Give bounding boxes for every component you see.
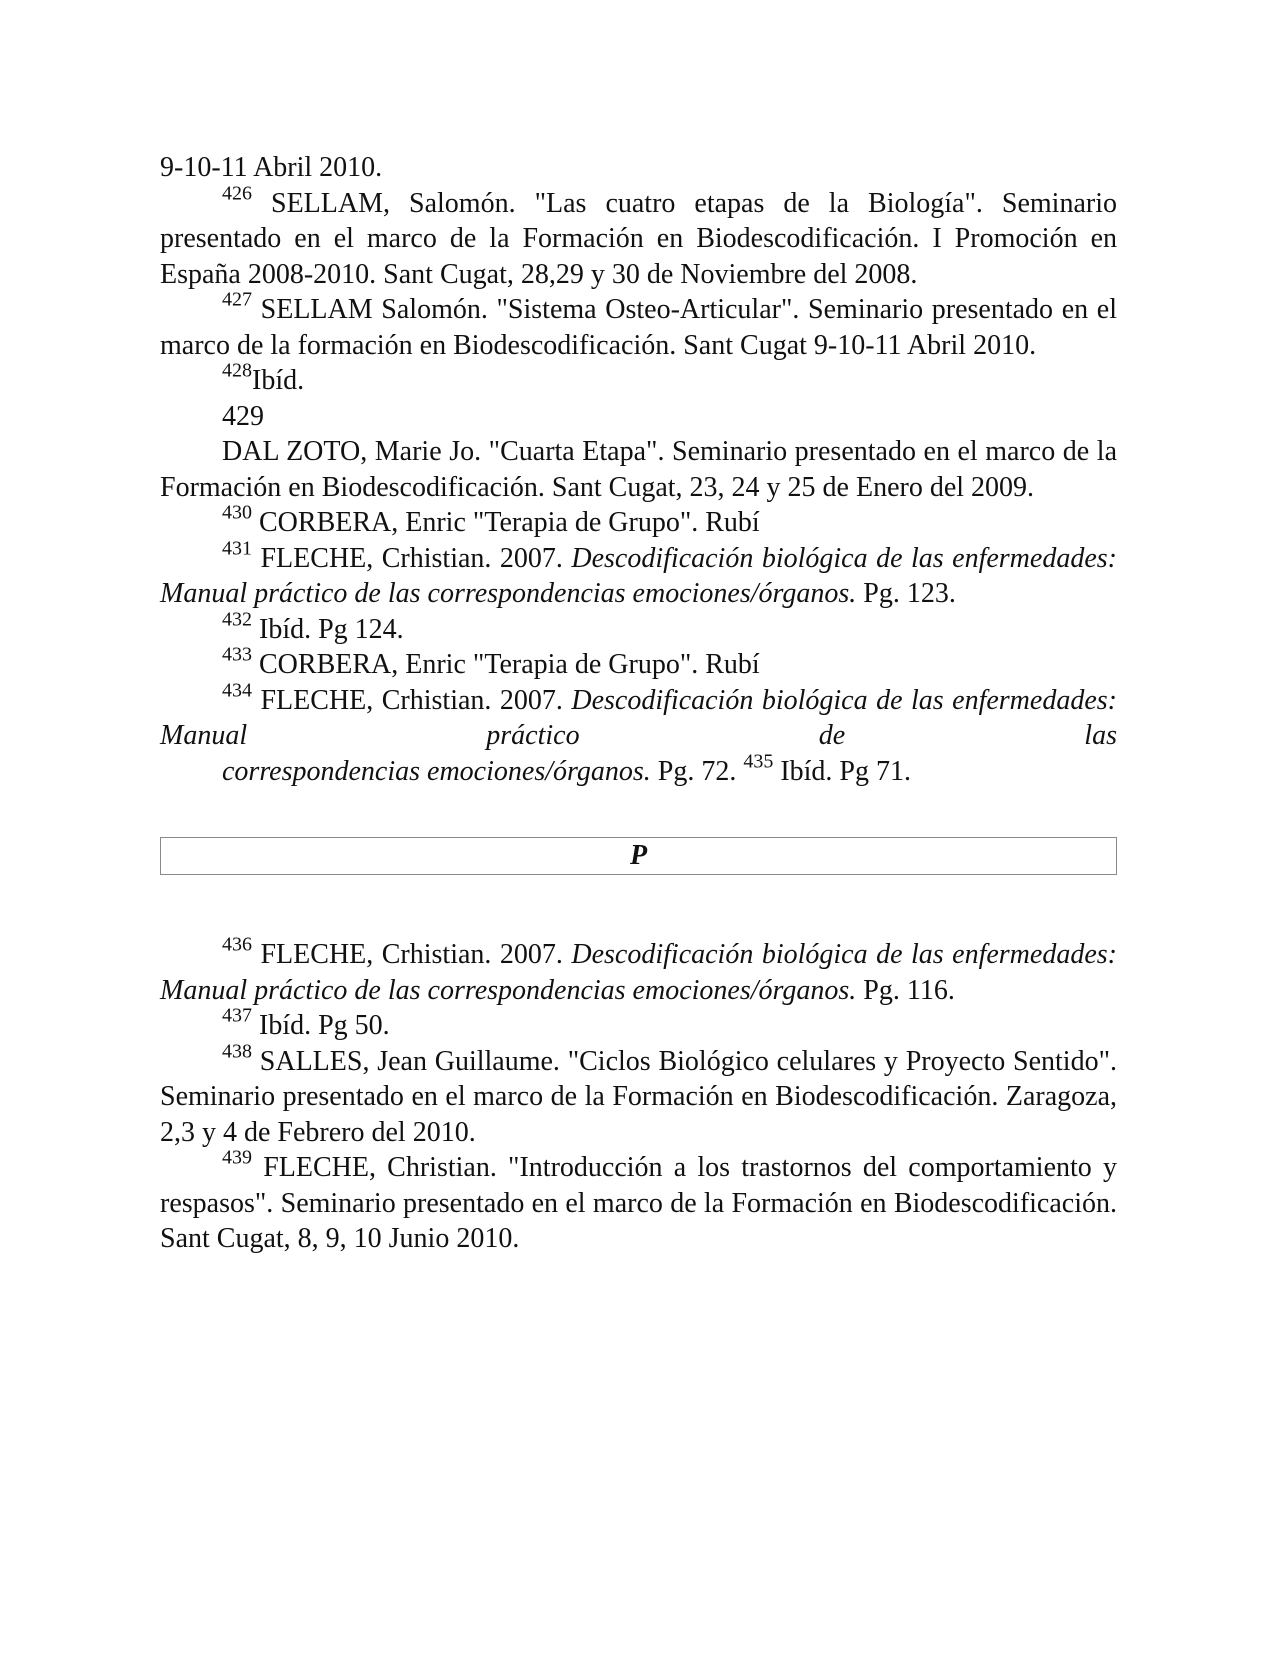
footnote-429: DAL ZOTO, Marie Jo. "Cuarta Etapa". Seminario presentado en el marco de la Formación en Biodescodificación. Sant Cugat, 23, 24 y 25 de Enero del 2009. — [160, 436, 1117, 503]
footnote-434-line2: correspondencias emociones/órganos. Pg. 72. $^{435}$ Ibíd. Pg 71. — [222, 750, 912, 787]
footnote-number: 436 — [222, 933, 252, 956]
footnote-number: 430 — [222, 501, 252, 524]
footnote-434-line1: $^{434}$ FLECHE, Crhistian. 2007. Descodificación biológica de las enfermedades: Manual práctico de las — [160, 679, 1117, 751]
table-header-cell: P — [160, 837, 1117, 875]
footnote-437: $^{437}$ Ibíd. Pg 50. — [222, 1004, 390, 1041]
footnote-430: $^{430}$ CORBERA, Enric "Terapia de Grupo". Rubí — [222, 501, 760, 538]
footnote-number: 439 — [222, 1146, 252, 1169]
footnote-436: $^{436}$ FLECHE, Crhistian. 2007. Descodificación biológica de las enfermedades: Manual práctico de las correspondencias emociones/órganos. Pg. 116. — [160, 933, 1117, 1006]
footnote-number: 437 — [222, 1004, 252, 1027]
footnote-number: 428 — [222, 359, 252, 382]
book-title: Descodificación biológica de las enfermedades: Manual práctico de las — [160, 684, 1117, 751]
footnote-433: $^{433}$ CORBERA, Enric "Terapia de Grupo". Rubí — [222, 643, 760, 680]
footnote-continuation: 9-10-11 Abril 2010. — [160, 152, 383, 183]
footnote-427: $^{427}$ SELLAM Salomón. "Sistema Osteo-Articular". Seminario presentado en el marco de la formación en Biodescodificación. Sant Cugat 9-10-11 Abril 2010. — [160, 288, 1117, 361]
book-title: Descodificación biológica de las enfermedades: Manual práctico de las correspondencias emociones/órganos. — [160, 939, 1117, 1006]
footnote-438: $^{438}$ SALLES, Jean Guillaume. "Ciclos Biológico celulares y Proyecto Sentido". Seminario presentado en el marco de la Formación en Biodescodificación. Zaragoza, 2,3 y 4 de Febrero del 2010. — [160, 1040, 1117, 1148]
footnote-431: $^{431}$ FLECHE, Crhistian. 2007. Descodificación biológica de las enfermedades: Manual práctico de las correspondencias emociones/órganos. Pg. 123. — [160, 537, 1117, 609]
footnote-429-number: 429 — [222, 400, 264, 432]
footnote-435: Ibíd. Pg 71. — [773, 755, 912, 787]
book-title: Descodificación biológica de las enfermedades: Manual práctico de las correspondencias emociones/órganos. — [160, 542, 1117, 609]
footnote-number: 432 — [222, 608, 252, 631]
footnote-426: $^{426}$ SELLAM, Salomón. "Las cuatro etapas de la Biología". Seminario presentado en el marco de la Formación en Biodescodificación. I Promoción en España 2008-2010. Sant Cugat, 28,29 y 30 de Noviembre del 2008. — [160, 182, 1117, 290]
footnote-428: $^{428}$Ibíd. — [222, 359, 305, 396]
page-content — [160, 150, 1117, 1257]
footnote-number: 435 — [743, 750, 774, 773]
footnote-number: 438 — [222, 1040, 252, 1063]
footnote-number: 427 — [222, 288, 252, 311]
footnote-number: 426 — [222, 182, 252, 205]
footnote-number: 431 — [222, 537, 252, 560]
footnote-432: $^{432}$ Ibíd. Pg 124. — [222, 608, 404, 645]
book-title: correspondencias emociones/órganos. — [222, 755, 651, 787]
footnote-439: $^{439}$ FLECHE, Christian. "Introducción a los trastornos del comportamiento y respasos". Seminario presentado en el marco de la Formación en Biodescodificación. Sant Cugat, 8, 9, 10 Junio 2010. — [160, 1146, 1117, 1254]
footnote-number: 434 — [222, 679, 252, 702]
footnote-number: 433 — [222, 643, 252, 666]
